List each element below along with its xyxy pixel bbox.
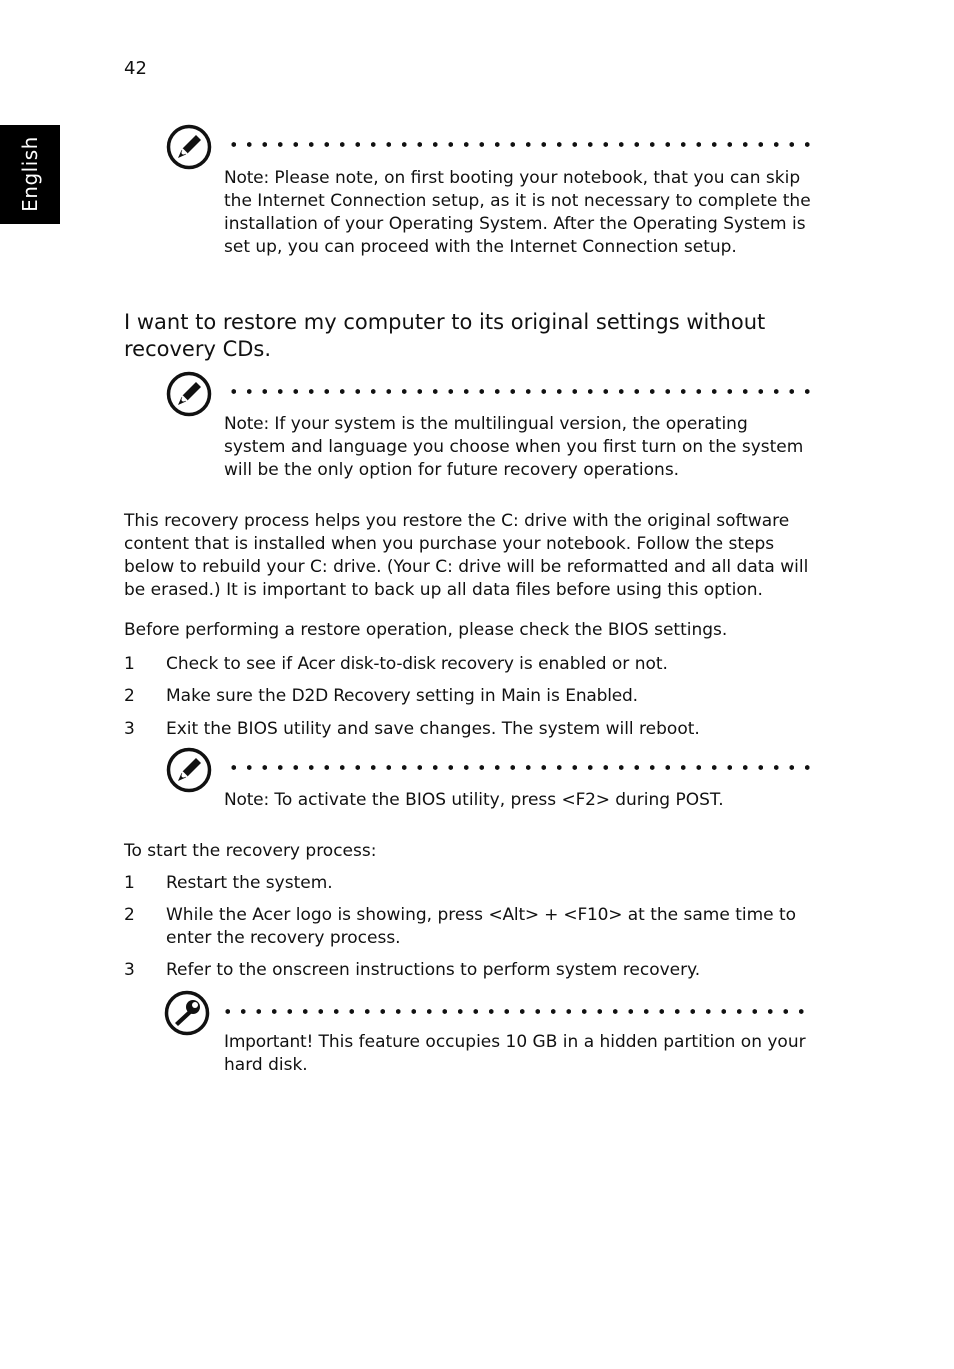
note-label: Note: — [224, 790, 269, 810]
list-number: 2 — [124, 905, 135, 925]
list-text: Refer to the onscreen instructions to perform system recovery. — [166, 960, 701, 980]
pen-note-icon — [166, 124, 212, 170]
wrench-important-icon — [164, 990, 210, 1036]
pen-note-icon — [166, 747, 212, 793]
paragraph-recovery-intro: This recovery process helps you restore the C: drive with the original software content that is installed when you purchase your notebook. Follow the steps below to rebuild your C: drive. (Your C: drive will be reformatted and all data will be erased.) It is important to back up all data files before using this option. — [124, 511, 809, 600]
note-label: Note: — [224, 414, 269, 434]
language-tab — [0, 125, 60, 224]
note-divider — [226, 142, 812, 147]
list-number: 1 — [124, 873, 135, 893]
important-divider — [220, 1009, 808, 1014]
page-number: 42 — [124, 58, 147, 79]
note-2 — [224, 413, 814, 482]
note-body: If your system is the multilingual version, the operating system and language you choose when you first turn on the system will be the only option for future recovery operations. — [224, 414, 804, 480]
key-alt-f10: <Alt> + <F10> — [488, 905, 623, 925]
list-text: Restart the system. — [166, 873, 333, 893]
note-label: Note: — [224, 168, 269, 188]
note-body: Please note, on first booting your notebook, that you can skip the Internet Connection setup, as it is not necessary to complete the installation of your Operating System. After the Operating System is set up, you can proceed with the Internet Connection setup. — [224, 168, 811, 257]
list-number: 3 — [124, 960, 135, 980]
note-1 — [224, 167, 814, 259]
important-body: This feature occupies 10 GB in a hidden partition on your hard disk. — [224, 1032, 806, 1075]
list-text: Check to see if Acer disk-to-disk recovery is enabled or not. — [166, 654, 668, 674]
note-divider — [226, 389, 812, 394]
key-f2: <F2> — [561, 790, 610, 810]
pen-note-icon — [166, 371, 212, 417]
note-3: Note: To activate the BIOS utility, press <F2> during POST. — [224, 790, 724, 810]
list-number: 1 — [124, 654, 135, 674]
important-label: Important! — [224, 1032, 314, 1052]
list-text: Exit the BIOS utility and save changes. The system will reboot. — [166, 719, 700, 739]
paragraph-bios-check: Before performing a restore operation, please check the BIOS settings. — [124, 620, 728, 640]
list-text: While the Acer logo is showing, press <Alt> + <F10> at the same time to enter the recovery process. — [166, 905, 797, 948]
list-number: 2 — [124, 686, 135, 706]
note-divider — [226, 765, 812, 770]
list-text: Make sure the D2D Recovery setting in Main is Enabled. — [166, 686, 638, 706]
language-tab-label: English — [18, 136, 42, 212]
paragraph-start-recovery: To start the recovery process: — [124, 841, 377, 861]
section-heading: I want to restore my computer to its original settings without recovery CDs. — [124, 310, 766, 361]
list-number: 3 — [124, 719, 135, 739]
important-note — [224, 1031, 814, 1077]
